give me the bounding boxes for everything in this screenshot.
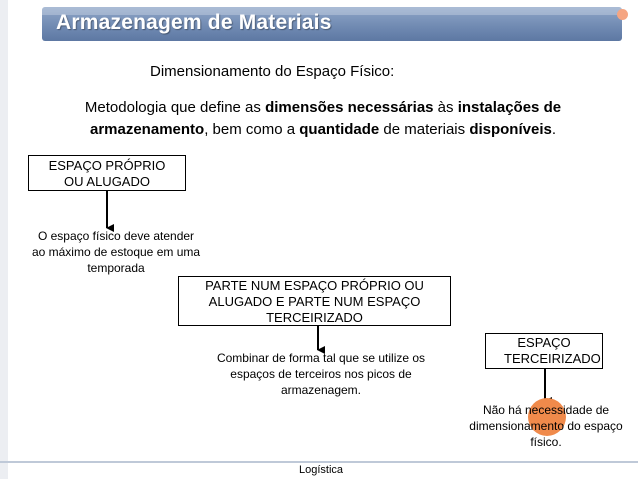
- box-own-or-rented: ESPAÇO PRÓPRIO OU ALUGADO: [28, 155, 186, 191]
- text-outsourced: Não há necessidade de dimensionamento do espaço físico.: [469, 403, 623, 449]
- footer-text: Logística: [299, 464, 344, 476]
- intro-paragraph: Metodologia que define as dimensões necessárias às instalações de armazenamento, bem como a quantidade de materiais disponíveis.: [84, 99, 562, 138]
- box-partial: PARTE NUM ESPAÇO PRÓPRIO OU ALUGADO E PARTE NUM ESPAÇO TERCEIRIZADO: [178, 276, 451, 326]
- subtitle: Dimensionamento do Espaço Físico:: [150, 63, 395, 80]
- slide-title: Armazenagem de Materiais: [56, 11, 332, 34]
- text-partial: Combinar de forma tal que se utilize os espaços de terceiros nos picos de armazenagem.: [216, 351, 426, 397]
- box-outsourced: ESPAÇO TERCEIRIZADO: [485, 333, 603, 369]
- footer-line: [0, 461, 638, 463]
- text-own-or-rented: O espaço físico deve atender ao máximo de estoque em uma temporada: [31, 229, 201, 275]
